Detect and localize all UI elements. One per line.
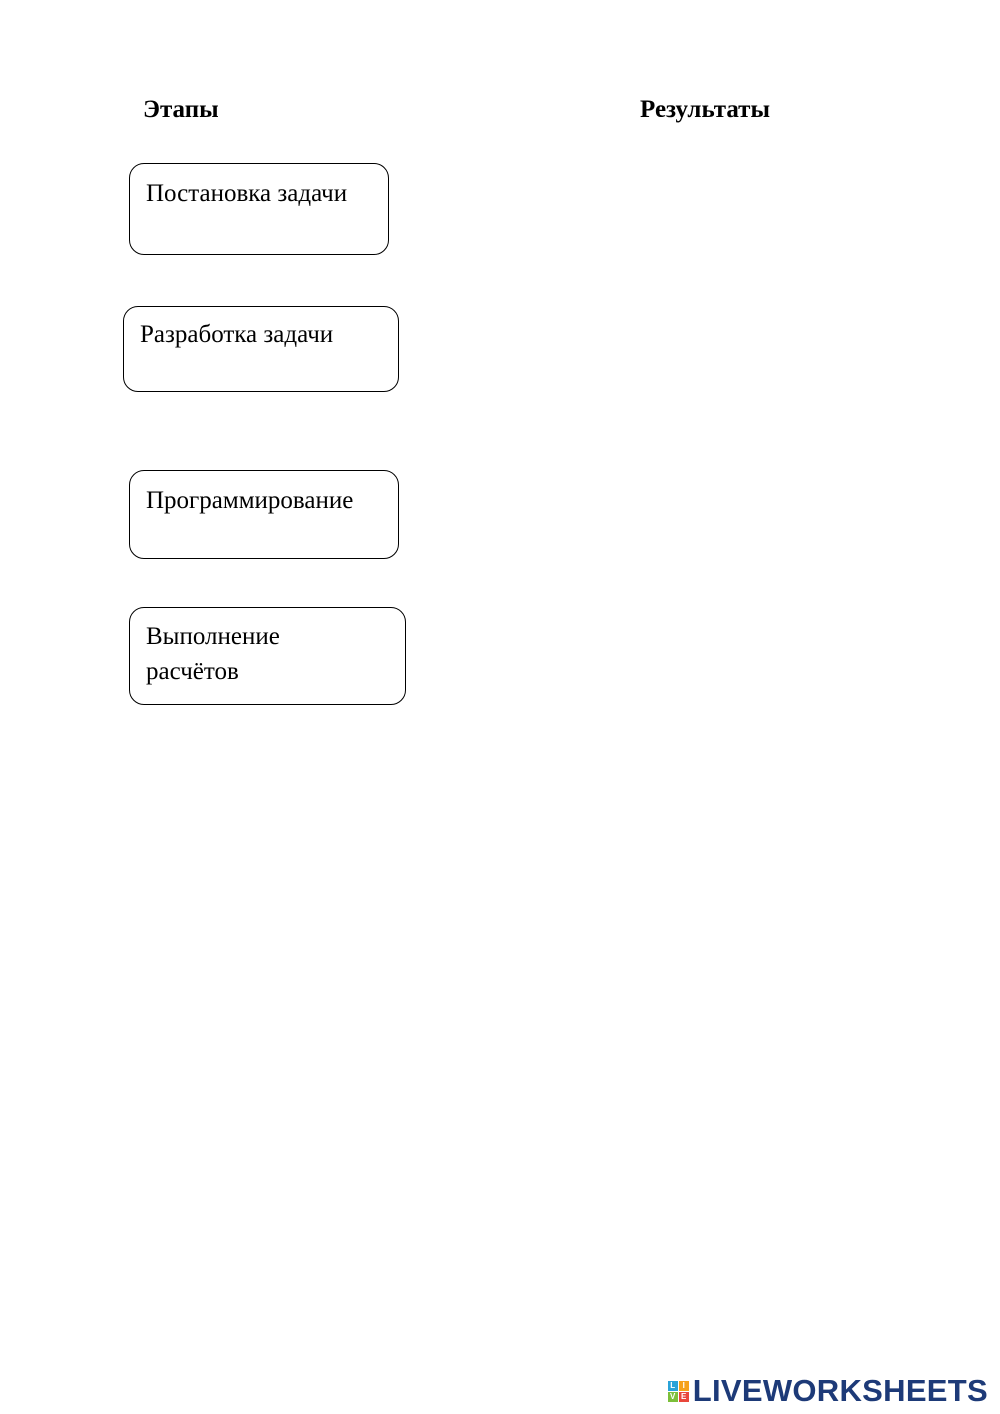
stages-heading: Этапы xyxy=(143,96,219,123)
stage-box-task-development[interactable] xyxy=(123,306,399,392)
stage-box-programming[interactable] xyxy=(129,470,399,559)
liveworksheets-logo-icon xyxy=(668,1381,689,1402)
logo-letter: L xyxy=(668,1381,678,1391)
liveworksheets-logo xyxy=(668,1374,988,1408)
stage-box-problem-statement[interactable] xyxy=(129,163,389,255)
logo-letter: E xyxy=(679,1392,689,1402)
logo-letter: V xyxy=(668,1392,678,1402)
stage-label: Выполнение расчётов xyxy=(146,623,280,685)
logo-text: LIVEWORKSHEETS xyxy=(692,1373,988,1408)
stage-label: Разработка задачи xyxy=(140,321,334,348)
logo-letter: I xyxy=(679,1381,689,1391)
results-heading: Результаты xyxy=(640,96,770,123)
stage-label: Постановка задачи xyxy=(146,180,348,207)
stage-box-calculations[interactable] xyxy=(129,607,406,705)
stage-label: Программирование xyxy=(146,487,354,514)
